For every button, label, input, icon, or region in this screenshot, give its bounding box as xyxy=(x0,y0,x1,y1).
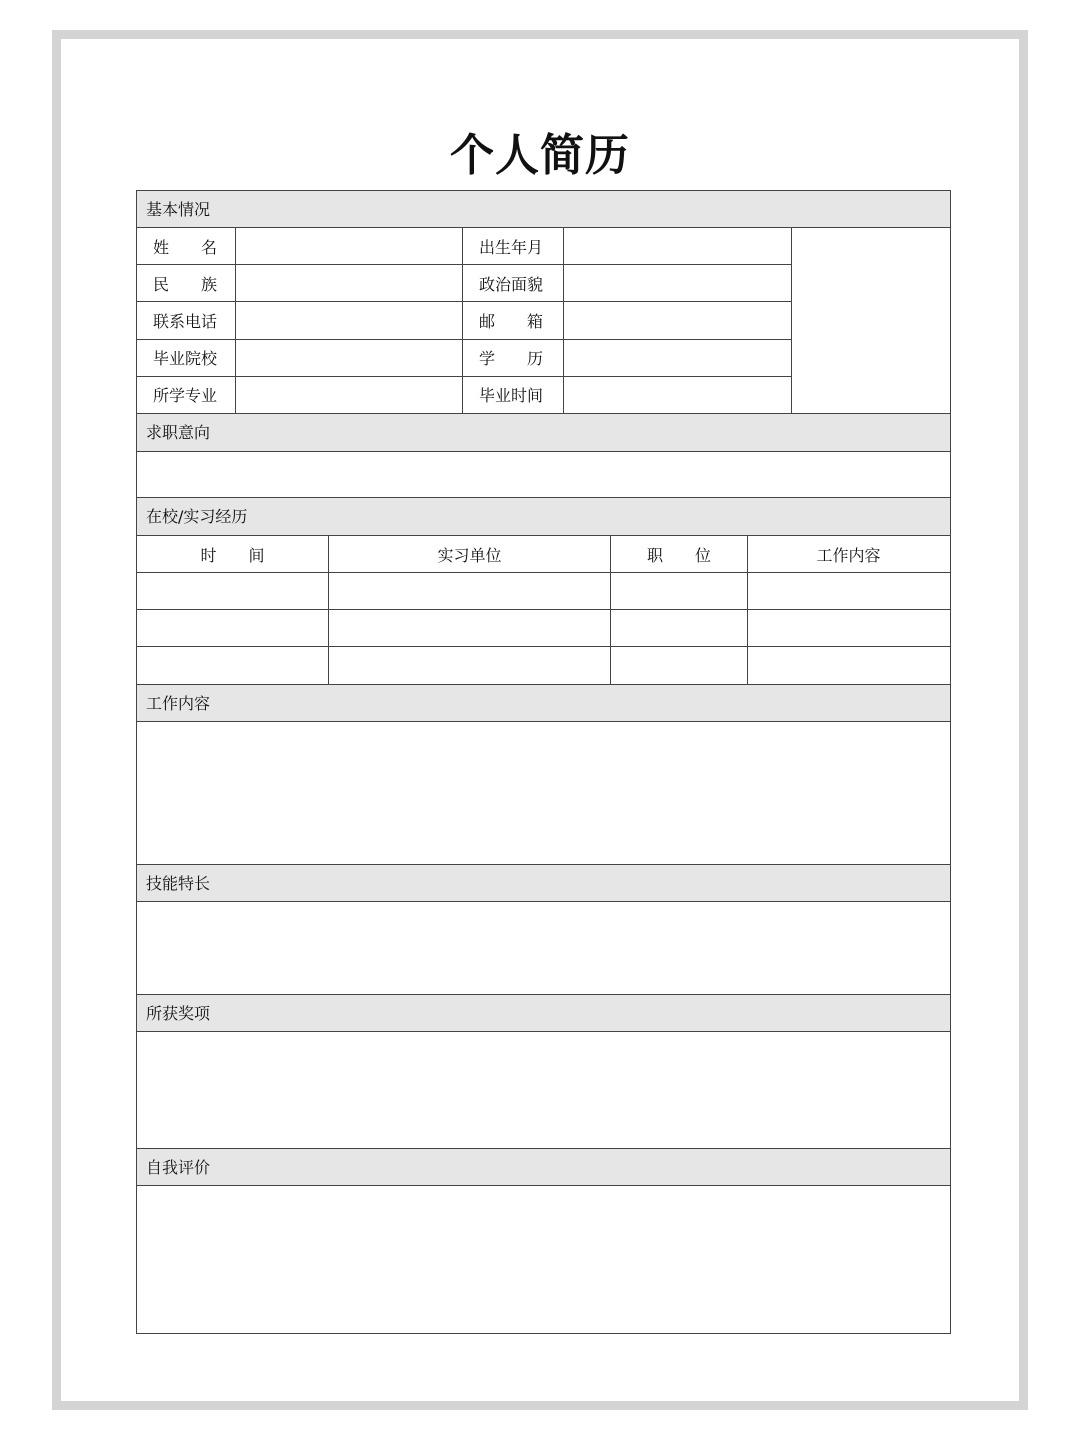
section-header-self: 自我评价 xyxy=(137,1149,950,1186)
label-email: 邮 箱 xyxy=(479,312,544,331)
grid-line xyxy=(235,228,236,414)
label-major: 所学专业 xyxy=(153,386,218,405)
label-education: 学 历 xyxy=(479,349,544,368)
exp-header-company: 实习单位 xyxy=(437,546,502,565)
section-header-experience: 在校/实习经历 xyxy=(137,498,950,535)
section-header-work: 工作内容 xyxy=(137,685,950,722)
grid-line xyxy=(137,413,950,414)
exp-header-duties: 工作内容 xyxy=(816,546,881,565)
label-school: 毕业院校 xyxy=(153,349,218,368)
grid-line xyxy=(137,684,950,685)
label-birth: 出生年月 xyxy=(479,238,544,257)
grid-line xyxy=(137,994,950,995)
grid-line xyxy=(137,451,950,452)
section-header-intent: 求职意向 xyxy=(137,414,950,451)
table-border xyxy=(136,190,951,1334)
grid-line xyxy=(462,228,463,414)
exp-header-time: 时 间 xyxy=(200,546,265,565)
section-header-skills: 技能特长 xyxy=(137,865,950,902)
label-phone: 联系电话 xyxy=(153,312,218,331)
section-header-basic: 基本情况 xyxy=(137,191,950,228)
grid-line xyxy=(137,572,950,573)
grid-line xyxy=(137,901,950,902)
grid-line xyxy=(137,1148,950,1149)
page-title: 个人简历 xyxy=(450,130,630,181)
label-ethnicity: 民 族 xyxy=(153,275,218,294)
section-header-awards: 所获奖项 xyxy=(137,995,950,1032)
exp-header-position: 职 位 xyxy=(646,546,711,565)
grid-line xyxy=(610,536,611,685)
grid-line xyxy=(137,721,950,722)
grid-line xyxy=(137,227,950,228)
grid-line xyxy=(137,864,950,865)
label-graduation: 毕业时间 xyxy=(479,386,544,405)
grid-line xyxy=(563,228,564,414)
label-politics: 政治面貌 xyxy=(479,275,544,294)
grid-line xyxy=(137,497,950,498)
grid-line xyxy=(747,536,748,685)
grid-line xyxy=(137,646,950,647)
label-name: 姓 名 xyxy=(153,238,218,257)
grid-line xyxy=(328,536,329,685)
grid-line xyxy=(137,1185,950,1186)
grid-line xyxy=(791,228,792,414)
grid-line xyxy=(137,609,950,610)
grid-line xyxy=(137,535,950,536)
grid-line xyxy=(137,1031,950,1032)
